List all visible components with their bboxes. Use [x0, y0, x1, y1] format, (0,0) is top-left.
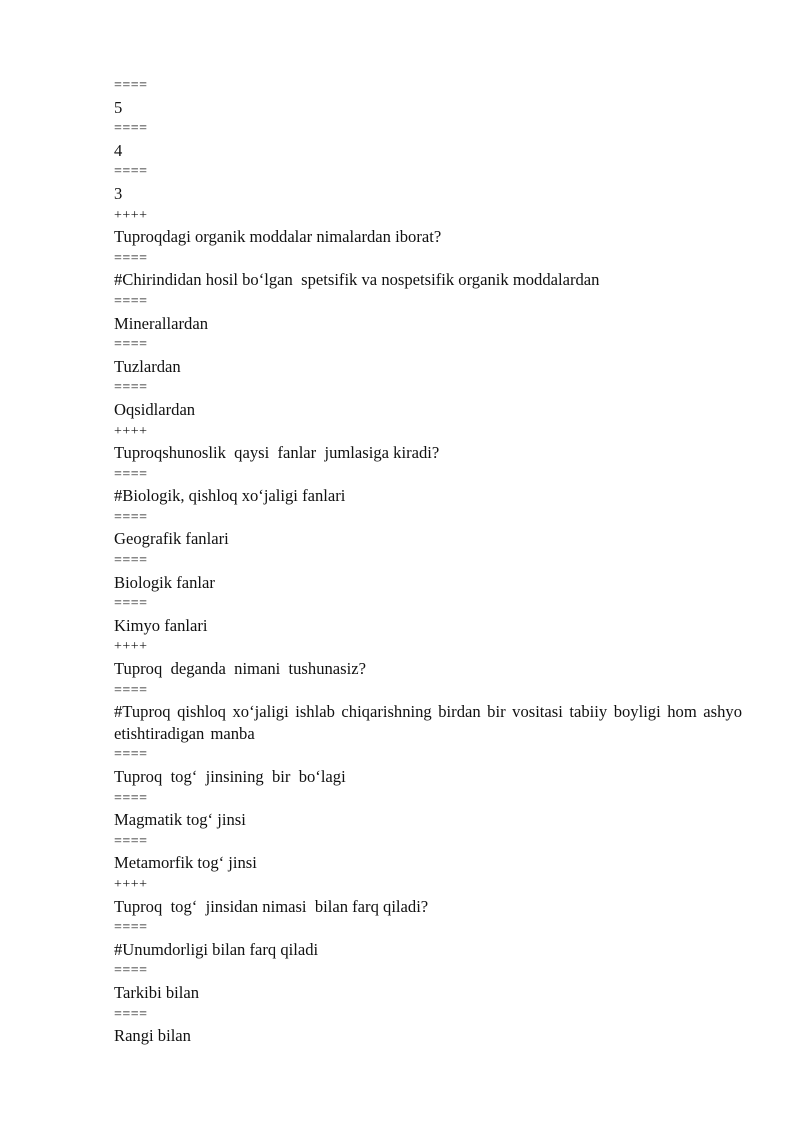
correct-answer: #Biologik, qishloq xo‘jaligi fanlari [114, 486, 346, 506]
answer-option: Tuproq tog‘ jinsining bir bo‘lagi [114, 767, 346, 786]
separator: ==== [114, 509, 148, 525]
question-separator: ++++ [114, 639, 148, 655]
quiz-text-block [114, 75, 742, 1047]
separator: ==== [114, 293, 148, 309]
question-separator: ++++ [114, 876, 148, 892]
separator: ==== [114, 833, 148, 849]
answer-option: Biologik fanlar [114, 572, 215, 592]
answer-option: Geografik fanlari [114, 529, 229, 549]
separator: ==== [114, 78, 148, 93]
question-text: Tuproqshunoslik qaysi fanlar jumlasiga kiradi? [114, 443, 440, 463]
answer-option: Metamorfik tog‘ jinsi [114, 853, 257, 873]
separator: ==== [114, 553, 148, 569]
separator: ==== [114, 121, 148, 137]
separator: ==== [114, 164, 148, 180]
correct-answer: #Chirindidan hosil bo‘lgan spetsifik va nospetsifik organik moddalardan [114, 270, 600, 290]
answer-option: 3 [114, 183, 123, 203]
correct-answer: #Unumdorligi bilan farq qiladi [114, 939, 319, 959]
separator: ==== [114, 963, 148, 979]
question-text: Tuproq tog‘ jinsidan nimasi bilan farq qiladi? [114, 896, 429, 916]
separator: ==== [114, 596, 148, 612]
question-separator: ++++ [114, 423, 148, 439]
answer-option: Oqsidlardan [114, 399, 196, 419]
correct-answer: #Tuproq qishloq xo‘jaligi ishlab chiqarishning birdan bir vositasi tabiiy boyligi hom ashyo etishtiradigan manba [114, 702, 742, 743]
answer-option: Magmatik tog‘ jinsi [114, 810, 246, 830]
question-text: Tuproqdagi organik moddalar nimalardan iborat? [114, 227, 442, 247]
answer-option: 5 [114, 97, 123, 117]
separator: ==== [114, 920, 148, 936]
answer-option: Rangi bilan [114, 1026, 191, 1046]
answer-option: 4 [114, 140, 123, 160]
question-text: Tuproq deganda nimani tushunasiz? [114, 659, 366, 679]
answer-option: Kimyo fanlari [114, 615, 208, 635]
answer-option: Tuzlardan [114, 356, 181, 376]
separator: ==== [114, 250, 148, 266]
answer-option: Tarkibi bilan [114, 982, 200, 1002]
separator: ==== [114, 682, 148, 698]
separator: ==== [114, 466, 148, 482]
separator: ==== [114, 380, 148, 396]
separator: ==== [114, 1006, 148, 1022]
separator: ==== [114, 337, 148, 353]
question-separator: ++++ [114, 207, 148, 223]
separator: ==== [114, 747, 148, 763]
answer-option: Minerallardan [114, 313, 208, 333]
separator: ==== [114, 790, 148, 806]
